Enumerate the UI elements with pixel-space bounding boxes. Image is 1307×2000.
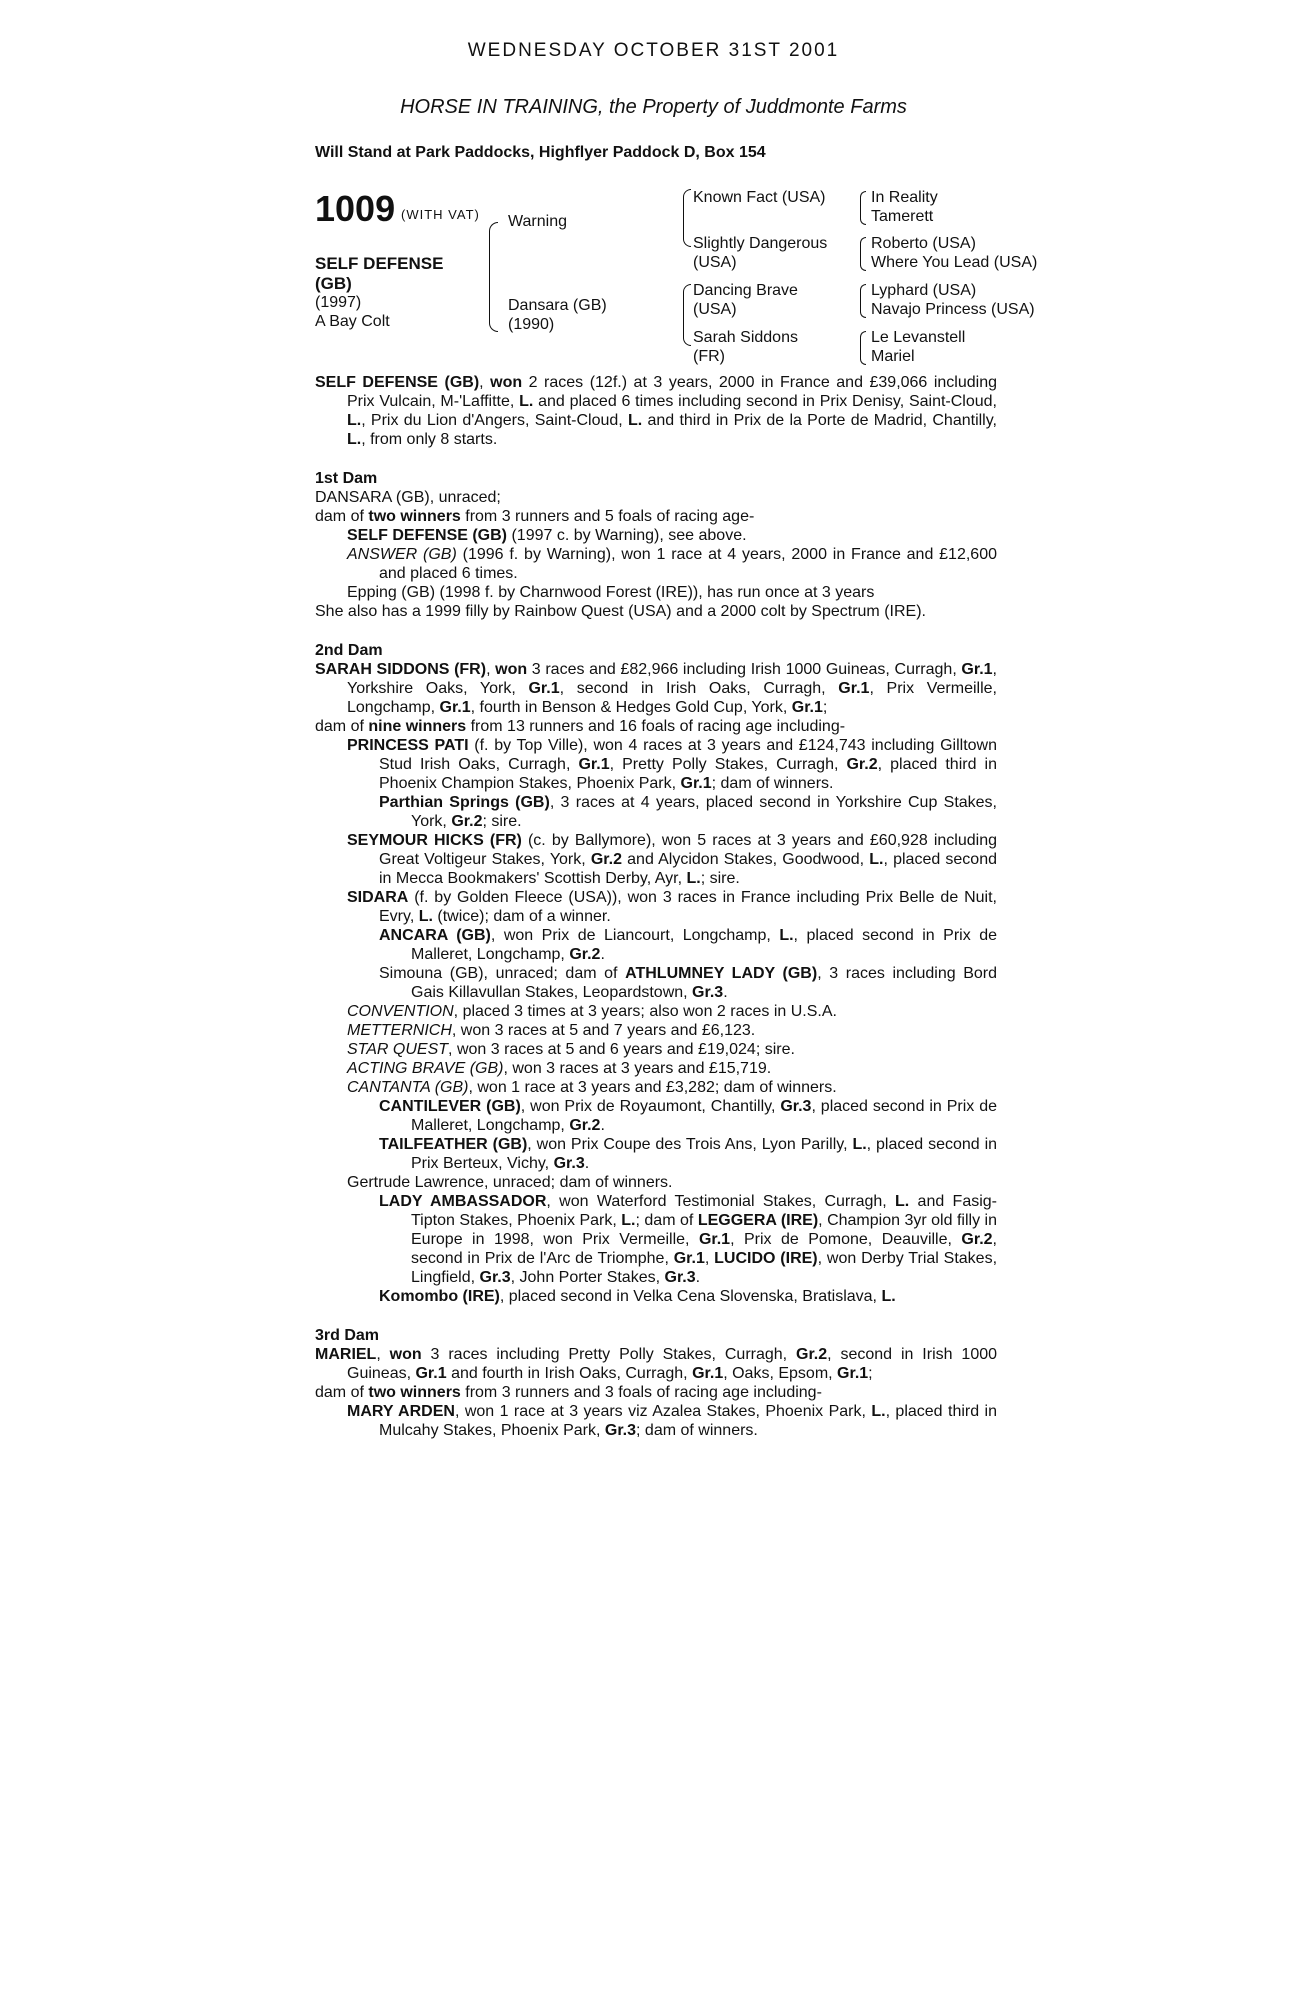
bold-run: Gr.3 — [780, 1098, 812, 1115]
pedigree-entry — [315, 1173, 997, 1192]
text-run: ; sire. — [482, 813, 522, 830]
text-run: , Prix du Lion d'Angers, Saint-Cloud, — [361, 412, 629, 429]
italic-run: ANSWER (GB) — [347, 546, 457, 563]
bold-run: Gr.1 — [838, 680, 870, 697]
bold-run: Komombo (IRE) — [379, 1288, 500, 1305]
pedigree-dam-name: Dansara (GB) — [508, 297, 607, 314]
bold-run: Gr.1 — [680, 775, 712, 792]
pedigree-entry — [315, 602, 997, 621]
text-run: (c. by Ballymore), won 5 races at 3 years and £60,928 including Great Voltigeur Stakes, York, — [379, 832, 997, 868]
bold-run: MARY ARDEN — [347, 1403, 455, 1420]
italic-run: CANTANTA (GB) — [347, 1079, 469, 1096]
text-run: , Yorkshire Oaks, York, — [347, 661, 997, 697]
bold-run: nine winners — [368, 718, 467, 735]
text-run: and third in Prix de la Porte de Madrid, Chantilly, — [642, 412, 997, 429]
text-run: (1997 c. by Warning), see above. — [507, 527, 747, 544]
pedigree-brace — [860, 191, 866, 225]
text-run: , second in Prix de l'Arc de Triomphe, — [411, 1231, 997, 1267]
pedigree-brace — [860, 284, 866, 318]
stand-location: Will Stand at Park Paddocks, Highflyer Paddock D, Box 154 — [315, 144, 766, 161]
bold-run: PRINCESS PATI — [347, 737, 469, 754]
bold-run: Gr.1 — [961, 661, 993, 678]
bold-run: L. — [347, 431, 362, 448]
text-run: , placed 3 times at 3 years; also won 2 races in U.S.A. — [453, 1003, 837, 1020]
italic-run: CONVENTION — [347, 1003, 454, 1020]
text-run: from 3 runners and 3 foals of racing age including- — [460, 1384, 822, 1401]
text-run: , won Prix Coupe des Trois Ans, Lyon Parilly, — [527, 1136, 853, 1153]
bold-run: ATHLUMNEY LADY (GB) — [625, 965, 818, 982]
bold-run: SARAH SIDDONS (FR) — [315, 661, 487, 678]
bold-run: L. — [347, 412, 362, 429]
pedigree-brace — [860, 331, 866, 365]
text-run: She also has a 1999 filly by Rainbow Quest (USA) and a 2000 colt by Spectrum (IRE). — [315, 603, 926, 620]
text-run: , Prix Vermeille, Longchamp, — [347, 680, 997, 716]
pedigree-entry — [315, 488, 997, 507]
bold-run: Gr.1 — [439, 699, 471, 716]
bold-run: LEGGERA (IRE) — [697, 1212, 819, 1229]
bold-run: Gr.2 — [846, 756, 878, 773]
section-heading: 3rd Dam — [315, 1327, 380, 1344]
sale-date: WEDNESDAY OCTOBER 31ST 2001 — [467, 40, 840, 61]
bold-run: Gr.2 — [590, 851, 622, 868]
pedigree-dam — [508, 296, 607, 334]
bold-run: Gr.2 — [569, 1117, 601, 1134]
italic-run: ACTING BRAVE (GB) — [347, 1060, 504, 1077]
pedigree-ggp-4: Where You Lead (USA) — [871, 254, 1038, 271]
pedigree-entry — [315, 545, 997, 583]
text-run: , Champion 3yr old filly in Europe in 1998, won Prix Vermeille, — [411, 1212, 998, 1248]
bold-run: L. — [628, 412, 643, 429]
bold-run: CANTILEVER (GB) — [379, 1098, 521, 1115]
section-heading: 2nd Dam — [315, 642, 383, 659]
bold-run: L. — [895, 1193, 910, 1210]
text-run: , placed second in Prix Berteux, Vichy, — [411, 1136, 998, 1172]
text-run: . — [600, 946, 605, 963]
text-run: , placed third in Phoenix Champion Stakes, Phoenix Park, — [379, 756, 998, 792]
text-run: and Fasig-Tipton Stakes, Phoenix Park, — [411, 1193, 998, 1229]
bold-run: L. — [881, 1288, 896, 1305]
bold-run: Gr.1 — [698, 1231, 731, 1248]
text-run: , second in Irish Oaks, Curragh, — [559, 680, 839, 697]
text-run: , John Porter Stakes, — [510, 1269, 665, 1286]
text-run: , 3 races including Bord Gais Killavullan Stakes, Leopardstown, — [411, 965, 998, 1001]
pedigree-entry — [315, 1059, 997, 1078]
bold-run: Gr.1 — [791, 699, 823, 716]
bold-run: LUCIDO (IRE) — [714, 1250, 818, 1267]
text-run: ; dam of winners. — [711, 775, 834, 792]
dam-sections — [315, 469, 997, 1440]
text-run: from 13 runners and 16 foals of racing age including- — [466, 718, 846, 735]
bold-run: SELF DEFENSE (GB) — [347, 527, 508, 544]
text-run: , — [479, 374, 491, 391]
pedigree-brace — [860, 237, 866, 271]
text-run: ; dam of winners. — [636, 1422, 758, 1439]
bold-run: Gr.1 — [528, 680, 560, 697]
horse-description: A Bay Colt — [315, 313, 390, 330]
text-run: Simouna (GB), unraced; dam of — [379, 965, 626, 982]
text-run: dam of — [315, 508, 369, 525]
pedigree-ggp-5: Lyphard (USA) — [871, 282, 977, 299]
bold-run: Gr.1 — [578, 756, 610, 773]
bold-run: two winners — [368, 508, 461, 525]
text-run: dam of — [315, 1384, 369, 1401]
text-run: , won Prix de Liancourt, Longchamp, — [490, 927, 780, 944]
pedigree-dam-year: (1990) — [508, 316, 555, 333]
section-heading: 1st Dam — [315, 470, 378, 487]
text-run: , — [486, 661, 496, 678]
bold-run: two winners — [368, 1384, 461, 1401]
horse-name: SELF DEFENSE (GB) — [315, 254, 444, 293]
text-run: ; — [868, 1365, 873, 1382]
text-run: and fourth in Irish Oaks, Curragh, — [446, 1365, 693, 1382]
bold-run: TAILFEATHER (GB) — [379, 1136, 528, 1153]
pedigree-entry — [315, 1383, 997, 1402]
pedigree-entry — [315, 1021, 997, 1040]
pedigree-entry — [315, 1135, 997, 1173]
text-run: , placed second in Prix de Malleret, Longchamp, — [411, 1098, 998, 1134]
pedigree-entry — [315, 526, 997, 545]
pedigree-ggp-7: Le Levanstell — [871, 329, 966, 346]
bold-run: SELF DEFENSE (GB) — [315, 374, 480, 391]
bold-run: L. — [869, 851, 884, 868]
lot-summary — [315, 373, 997, 449]
text-run: , Oaks, Epsom, — [723, 1365, 838, 1382]
italic-run: METTERNICH — [347, 1022, 452, 1039]
bold-run: Gr.3 — [479, 1269, 511, 1286]
pedigree-sire-dam: Slightly Dangerous (USA) — [693, 235, 828, 271]
bold-run: Gr.3 — [692, 984, 724, 1001]
bold-run: Gr.1 — [673, 1250, 705, 1267]
pedigree-sire-sire: Known Fact (USA) — [693, 189, 826, 206]
bold-run: won — [495, 661, 528, 678]
bold-run: L. — [686, 870, 701, 887]
text-run: , fourth in Benson & Hedges Gold Cup, York, — [470, 699, 792, 716]
text-run: 2 races (12f.) at 3 years, 2000 in France and £39,066 including Prix Vulcain, M-'Laffitte, — [347, 374, 998, 410]
text-run: , from only 8 starts. — [361, 431, 498, 448]
text-run: ; dam of — [635, 1212, 698, 1229]
text-run: , won 3 races at 5 and 7 years and £6,123. — [451, 1022, 756, 1039]
pedigree-entry — [315, 1345, 997, 1383]
text-run: , placed second in Prix de Malleret, Longchamp, — [411, 927, 997, 963]
text-run: , placed second in Mecca Bookmakers' Scottish Derby, Ayr, — [379, 851, 998, 887]
text-run: , Prix de Pomone, Deauville, — [730, 1231, 962, 1248]
bold-run: Gr.2 — [569, 946, 601, 963]
text-run: ; — [822, 699, 828, 716]
text-run: , second in Irish 1000 Guineas, — [347, 1346, 998, 1382]
bold-run: Gr.3 — [553, 1155, 585, 1172]
bold-run: L. — [871, 1403, 886, 1420]
pedigree-dam-dam: Sarah Siddons (FR) — [693, 329, 798, 365]
bold-run: LADY AMBASSADOR — [379, 1193, 547, 1210]
bold-run: ANCARA (GB) — [379, 927, 491, 944]
pedigree-entry — [315, 583, 997, 602]
text-run: , — [704, 1250, 715, 1267]
text-run: and placed 6 times including second in Prix Denisy, Saint-Cloud, — [533, 393, 997, 410]
bold-run: Gr.3 — [664, 1269, 696, 1286]
pedigree-entry — [315, 831, 997, 888]
bold-run: L. — [779, 927, 794, 944]
pedigree-entry — [315, 1287, 997, 1306]
bold-run: Gr.1 — [692, 1365, 724, 1382]
text-run: , won Waterford Testimonial Stakes, Curragh, — [546, 1193, 896, 1210]
bold-run: Gr.2 — [451, 813, 483, 830]
text-run: (f. by Top Ville), won 4 races at 3 years and £124,743 including Gilltown Stud Irish Oaks, Curragh, — [379, 737, 998, 773]
vat-note: (WITH VAT) — [401, 207, 480, 222]
text-run: 3 races and £82,966 including Irish 1000 Guineas, Curragh, — [527, 661, 962, 678]
text-run: , won 3 races at 5 and 6 years and £19,024; sire. — [448, 1041, 795, 1058]
text-run: , won 1 race at 3 years viz Azalea Stakes, Phoenix Park, — [454, 1403, 872, 1420]
bold-run: L. — [621, 1212, 636, 1229]
bold-run: Parthian Springs (GB) — [379, 794, 550, 811]
lot-subtitle: HORSE IN TRAINING, the Property of Juddmonte Farms — [400, 96, 907, 118]
pedigree-entry — [315, 888, 997, 926]
pedigree-entry — [315, 717, 997, 736]
text-run: , Pretty Polly Stakes, Curragh, — [609, 756, 847, 773]
text-run: . — [695, 1269, 701, 1286]
pedigree-entry — [315, 660, 997, 717]
text-run: dam of — [315, 718, 369, 735]
text-run: from 3 runners and 5 foals of racing age- — [460, 508, 755, 525]
foal-year: (1997) — [315, 294, 362, 311]
pedigree-brace — [489, 222, 498, 332]
pedigree-entry — [315, 793, 997, 831]
text-run: and Alycidon Stakes, Goodwood, — [622, 851, 870, 868]
pedigree-ggp-6: Navajo Princess (USA) — [871, 301, 1035, 318]
pedigree-ggp-3: Roberto (USA) — [871, 235, 976, 252]
pedigree-entry — [315, 1097, 997, 1135]
text-run: , won Prix de Royaumont, Chantilly, — [520, 1098, 781, 1115]
text-run: , placed second in Velka Cena Slovenska, Bratislava, — [499, 1288, 882, 1305]
text-run: , won Derby Trial Stakes, Lingfield, — [411, 1250, 998, 1286]
bold-run: Gr.1 — [837, 1365, 869, 1382]
bold-run: Gr.1 — [415, 1365, 447, 1382]
horse-meta — [315, 293, 390, 331]
text-run: , won 1 race at 3 years and £3,282; dam of winners. — [468, 1079, 837, 1096]
lot-number: 1009 — [315, 188, 396, 229]
bold-run: won — [389, 1346, 422, 1363]
pedigree-brace — [683, 284, 691, 346]
text-run: , — [376, 1346, 390, 1363]
text-run: . — [723, 984, 728, 1001]
catalogue-body — [315, 373, 997, 1440]
pedigree-entry — [315, 736, 997, 793]
italic-run: STAR QUEST — [347, 1041, 449, 1058]
pedigree-ggp-8: Mariel — [871, 348, 915, 365]
text-run: . — [600, 1117, 605, 1134]
bold-run: Gr.2 — [961, 1231, 993, 1248]
pedigree-brace — [683, 189, 691, 247]
bold-run: SIDARA — [347, 889, 409, 906]
text-run: , placed third in Mulcahy Stakes, Phoenix Park, — [379, 1403, 998, 1439]
text-run: ; sire. — [700, 870, 740, 887]
text-run: (1996 f. by Warning), won 1 race at 4 years, 2000 in France and £12,600 and placed 6 times. — [379, 546, 997, 582]
text-run: 3 races including Pretty Polly Stakes, Curragh, — [421, 1346, 797, 1363]
text-run: , 3 races at 4 years, placed second in Yorkshire Cup Stakes, York, — [411, 794, 997, 830]
bold-run: L. — [852, 1136, 867, 1153]
pedigree-ggp-1: In Reality — [871, 189, 938, 206]
pedigree-dam-sire: Dancing Brave (USA) — [693, 282, 798, 318]
pedigree-entry — [315, 1192, 997, 1287]
pedigree-ggp-2: Tamerett — [871, 208, 934, 225]
bold-run: Gr.3 — [604, 1422, 637, 1439]
bold-run: Gr.2 — [796, 1346, 828, 1363]
text-run: (twice); dam of a winner. — [432, 908, 611, 925]
pedigree-entry — [315, 1040, 997, 1059]
pedigree-entry — [315, 1402, 997, 1440]
bold-run: L. — [418, 908, 433, 925]
pedigree-sire: Warning — [508, 213, 567, 230]
pedigree-entry — [315, 1002, 997, 1021]
bold-run: won — [490, 374, 523, 391]
text-run: (f. by Golden Fleece (USA)), won 3 races in France including Prix Belle de Nuit, Evry, — [379, 889, 997, 925]
pedigree-entry — [315, 1078, 997, 1097]
bold-run: SEYMOUR HICKS (FR) — [347, 832, 522, 849]
pedigree-entry — [315, 964, 997, 1002]
text-run: . — [584, 1155, 590, 1172]
bold-run: L. — [519, 393, 534, 410]
text-run: Gertrude Lawrence, unraced; dam of winners. — [347, 1174, 673, 1191]
pedigree-entry — [315, 507, 997, 526]
text-run: , won 3 races at 3 years and £15,719. — [503, 1060, 772, 1077]
text-run: Epping (GB) (1998 f. by Charnwood Forest (IRE)), has run once at 3 years — [347, 584, 875, 601]
text-run: DANSARA (GB), unraced; — [315, 489, 501, 506]
pedigree-entry — [315, 926, 997, 964]
bold-run: MARIEL — [315, 1346, 377, 1363]
